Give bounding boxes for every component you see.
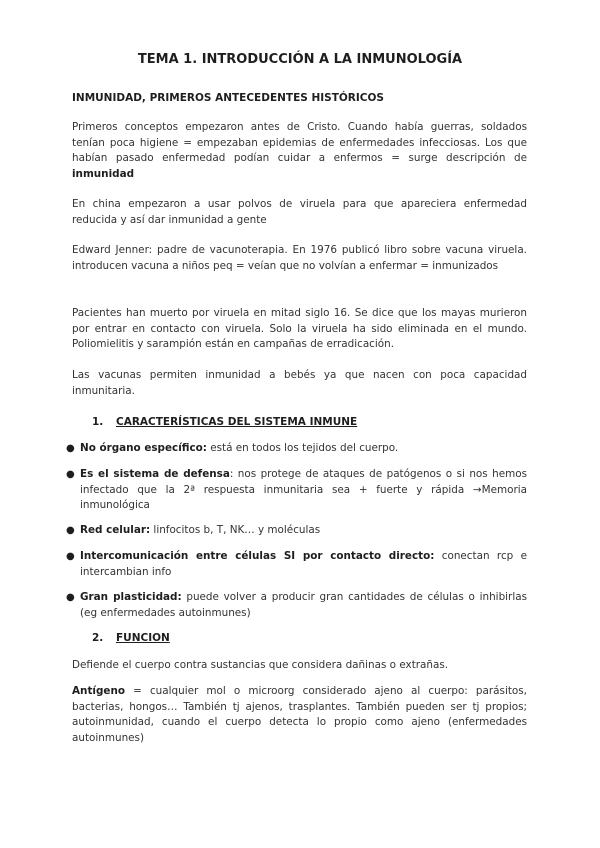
list-item: ● Intercomunicación entre células SI por contacto directo: conectan rcp e intercambian info [66, 550, 527, 578]
paragraph-7: Antígeno = cualquier mol o microorg considerado ajeno al cuerpo: parásitos, bacterias, hongos… También tj ajenos, trasplantes. También pueden ser tj propios; autoinmunidad, cuando el cuerpo detecta lo propio como ajeno (enfermedades autoinmunes) [72, 685, 527, 744]
paragraph-3: Edward Jenner: padre de vacunoterapia. En 1976 publicó libro sobre vacuna viruela. introducen vacuna a niños peq = veían que no volvían a enfermar = inmunizados [72, 244, 527, 272]
bullet-icon: ● [66, 525, 75, 536]
section-number: 2. [92, 632, 104, 644]
bold-term: Antígeno [72, 685, 125, 697]
paragraph-2: En china empezaron a usar polvos de viruela para que apareciera enfermedad reducida y así dar inmunidad a gente [72, 198, 527, 226]
section-label: FUNCION [116, 632, 170, 644]
page-title: TEMA 1. INTRODUCCIÓN A LA INMUNOLOGÍA [137, 52, 463, 67]
list-item: ● Gran plasticidad: puede volver a producir gran cantidades de células o inhibirlas (eg enfermedades autoinmunes) [66, 591, 527, 619]
paragraph-4: Pacientes han muerto por viruela en mitad siglo 16. Se dice que los mayas murieron por entrar en contacto con viruela. Solo la viruela ha sido eliminada en el mundo. Poliomielitis y sarampión están en campañas de erradicación. [72, 307, 527, 350]
bullet-icon: ● [66, 592, 75, 603]
section-heading-2 [92, 632, 170, 644]
paragraph-5: Las vacunas permiten inmunidad a bebés ya que nacen con poca capacidad inmunitaria. [72, 369, 527, 397]
list-item: ● No órgano específico: está en todos los tejidos del cuerpo. [80, 441, 527, 457]
section-heading-1 [92, 416, 357, 428]
paragraph-6: Defiende el cuerpo contra sustancias que considera dañinas o extrañas. [72, 659, 449, 671]
bold-term: inmunidad [72, 167, 135, 180]
bullet-icon: ● [66, 469, 75, 480]
section-number: 1. [92, 416, 104, 428]
bullet-icon: ● [66, 443, 75, 454]
list-item: ● Es el sistema de defensa: nos protege de ataques de patógenos o si nos hemos infectado que la 2ª respuesta inmunitaria sea + fuerte y rápida →Memoria inmunológica [66, 468, 527, 511]
bullet-icon: ● [66, 551, 75, 562]
section-label: CARACTERÍSTICAS DEL SISTEMA INMUNE [116, 416, 358, 428]
paragraph-1: Primeros conceptos empezaron antes de Cristo. Cuando había guerras, soldados tenían poca higiene = empezaban epidemias de enfermedades infecciosas. Los que habían pasado enfermedad podían cuidar a enfermos = surge descripción de inmunidad [72, 121, 527, 180]
section-subtitle: INMUNIDAD, PRIMEROS ANTECEDENTES HISTÓRICOS [72, 92, 384, 104]
list-item: ● Red celular: linfocitos b, T, NK… y moléculas [80, 523, 527, 539]
